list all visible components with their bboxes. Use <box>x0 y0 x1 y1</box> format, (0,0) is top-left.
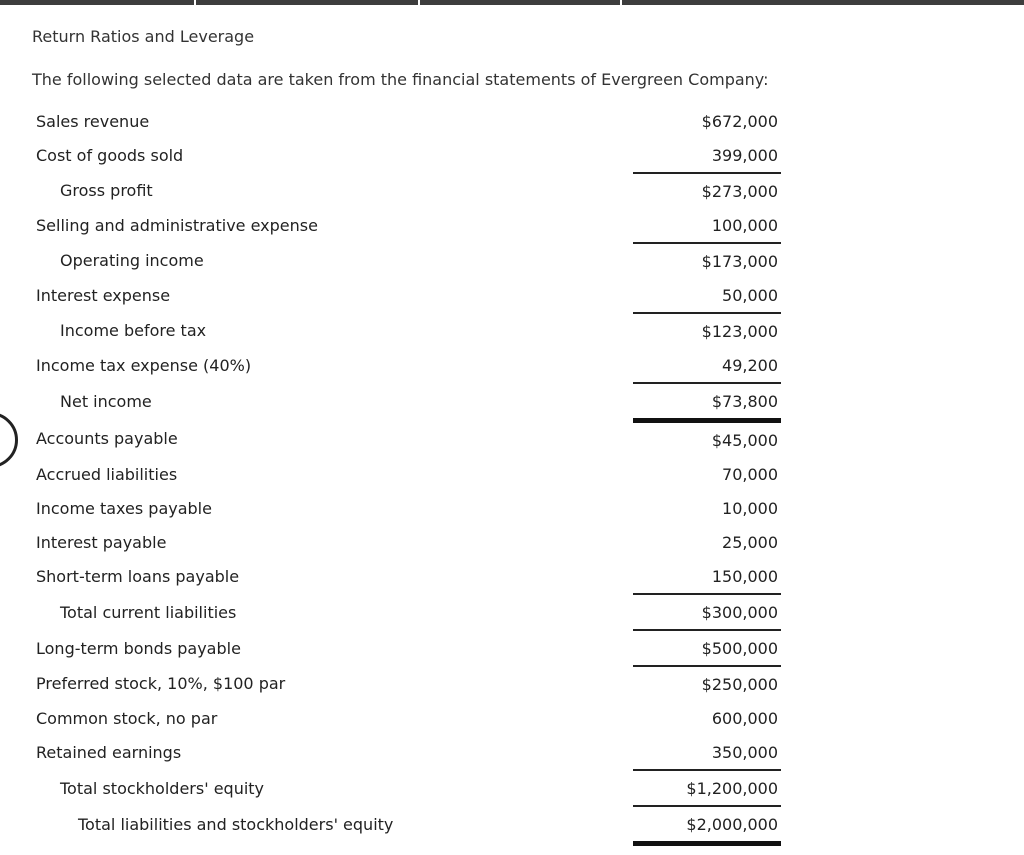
table-row <box>28 594 781 630</box>
row-amount: 49,200 <box>633 348 781 383</box>
row-amount: $73,800 <box>633 383 781 421</box>
table-row <box>28 457 781 491</box>
row-amount: $300,000 <box>633 594 781 630</box>
financial-statement-table <box>28 104 781 846</box>
table-row <box>28 525 781 559</box>
row-amount: 600,000 <box>711 708 778 728</box>
row-label: Retained earnings <box>36 743 182 762</box>
top-tab-3[interactable] <box>420 0 622 5</box>
top-tab-1[interactable] <box>0 0 196 5</box>
row-amount: 25,000 <box>722 532 778 552</box>
table-row <box>28 559 781 594</box>
row-amount: $672,000 <box>701 111 778 131</box>
row-label: Sales revenue <box>36 111 150 131</box>
row-amount: 399,000 <box>633 138 781 173</box>
table-row <box>28 383 781 421</box>
table-row <box>28 348 781 383</box>
row-label: Accounts payable <box>36 429 178 449</box>
row-label: Income taxes payable <box>36 498 212 518</box>
row-label: Short-term loans payable <box>36 567 240 586</box>
table-row <box>28 770 781 806</box>
row-label: Income before tax <box>60 321 207 340</box>
row-label: Selling and administrative expense <box>36 216 318 235</box>
table-row <box>28 104 781 138</box>
side-scroll-circle-icon[interactable] <box>0 412 18 468</box>
row-label: Accrued liabilities <box>36 464 178 484</box>
row-label: Gross profit <box>60 181 153 200</box>
row-amount: 50,000 <box>633 278 781 313</box>
row-label: Total liabilities and stockholders' equity <box>78 815 394 835</box>
row-amount: $45,000 <box>711 430 778 450</box>
top-tab-bar <box>0 0 1024 7</box>
row-label: Common stock, no par <box>36 708 218 728</box>
top-tab-2[interactable] <box>196 0 420 5</box>
row-amount: $2,000,000 <box>633 806 781 844</box>
row-label: Total current liabilities <box>60 602 237 622</box>
table-row <box>28 278 781 313</box>
row-label: Interest payable <box>36 532 167 552</box>
row-label: Interest expense <box>36 286 171 305</box>
table-row <box>28 806 781 844</box>
table-row <box>28 243 781 278</box>
row-amount: $173,000 <box>701 251 778 271</box>
top-tab-4[interactable] <box>622 0 1024 5</box>
intro-text: The following selected data are taken from the financial statements of Evergreen Company: <box>32 70 769 89</box>
table-row <box>28 421 781 458</box>
table-row <box>28 735 781 770</box>
row-amount: 100,000 <box>633 208 781 243</box>
row-label: Long-term bonds payable <box>36 638 241 658</box>
row-amount: 70,000 <box>722 464 778 484</box>
row-label: Preferred stock, 10%, $100 par <box>36 674 286 693</box>
row-label: Total stockholders' equity <box>60 778 265 798</box>
table-row <box>28 666 781 701</box>
row-amount: 10,000 <box>722 498 778 518</box>
row-label: Operating income <box>60 251 204 270</box>
table-row <box>28 491 781 525</box>
table-row <box>28 701 781 735</box>
row-amount: $123,000 <box>701 321 778 341</box>
table-row <box>28 313 781 348</box>
row-amount: $250,000 <box>701 674 778 694</box>
page-title: Return Ratios and Leverage <box>32 27 255 46</box>
row-label: Income tax expense (40%) <box>36 356 252 375</box>
row-amount: $273,000 <box>701 181 778 201</box>
row-amount: $500,000 <box>633 630 781 666</box>
table-row <box>28 208 781 243</box>
row-amount: 150,000 <box>633 559 781 594</box>
row-amount: 350,000 <box>633 735 781 770</box>
table-row <box>28 138 781 173</box>
table-row <box>28 630 781 666</box>
table-row <box>28 173 781 208</box>
row-amount: $1,200,000 <box>633 770 781 806</box>
row-label: Cost of goods sold <box>36 146 184 165</box>
row-label: Net income <box>60 392 152 412</box>
